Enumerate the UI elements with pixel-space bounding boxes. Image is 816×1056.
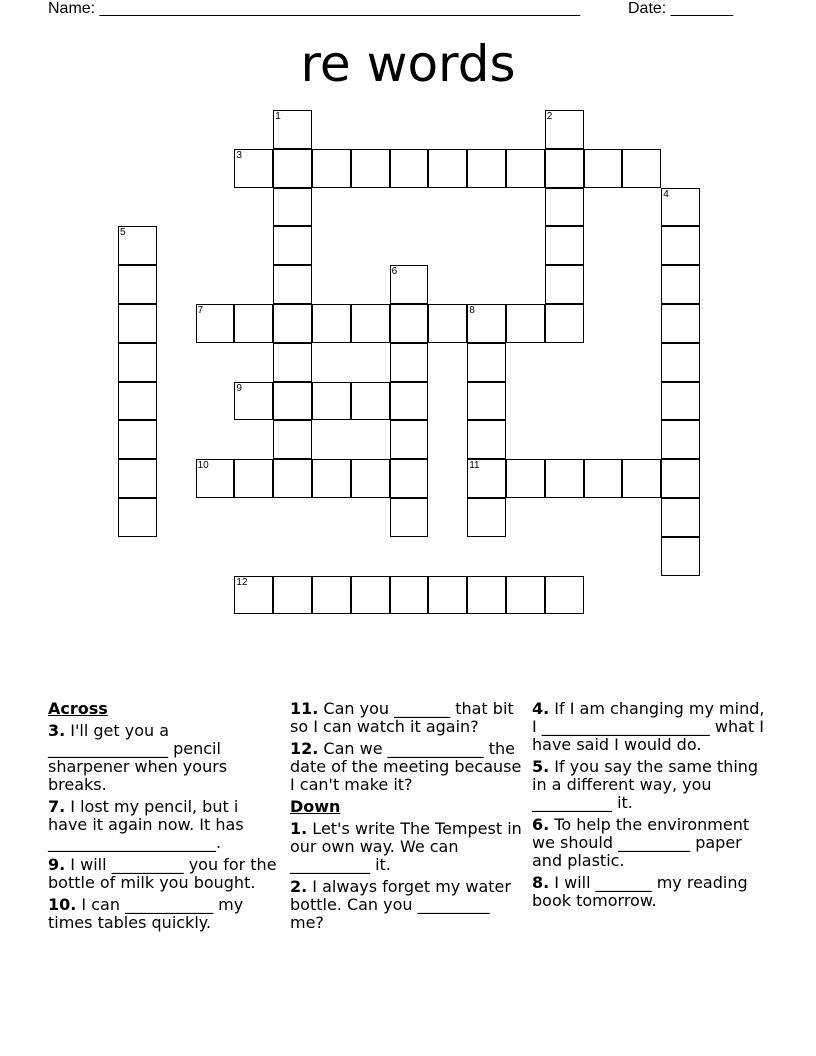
grid-cell[interactable] [390, 149, 429, 188]
grid-cell[interactable] [545, 304, 584, 343]
across-clue: 9. I will _________ you for the bottle of milk you bought. [48, 855, 277, 892]
across-clue: 3. I'll get you a _______________ pencil sharpener when yours breaks. [48, 721, 228, 794]
grid-cell[interactable] [390, 498, 429, 537]
grid-cell[interactable] [118, 226, 157, 265]
grid-cell[interactable] [506, 149, 545, 188]
grid-cell[interactable] [273, 382, 312, 421]
grid-cell[interactable] [584, 459, 623, 498]
clues-column-2 [290, 700, 526, 936]
grid-cell[interactable] [273, 110, 312, 149]
grid-cell[interactable] [661, 382, 700, 421]
clue-number: 4 [663, 188, 669, 200]
grid-cell[interactable] [390, 304, 429, 343]
grid-cell[interactable] [234, 382, 273, 421]
grid-cell[interactable] [351, 382, 390, 421]
grid-cell[interactable] [661, 343, 700, 382]
clue-number: 1 [275, 111, 281, 122]
grid-cell[interactable] [506, 576, 545, 615]
clue-number: 11 [469, 460, 480, 472]
clues-column-1 [48, 700, 280, 936]
grid-cell[interactable] [467, 420, 506, 459]
grid-cell[interactable] [390, 265, 429, 304]
grid-cell[interactable] [196, 304, 235, 343]
grid-cell[interactable] [506, 304, 545, 343]
grid-cell[interactable] [312, 459, 351, 498]
grid-cell[interactable] [273, 188, 312, 227]
grid-cell[interactable] [661, 265, 700, 304]
grid-cell[interactable] [273, 226, 312, 265]
grid-cell[interactable] [661, 188, 700, 227]
grid-cell[interactable] [273, 343, 312, 382]
grid-cell[interactable] [467, 343, 506, 382]
grid-cell[interactable] [467, 382, 506, 421]
grid-cell[interactable] [428, 149, 467, 188]
grid-cell[interactable] [234, 459, 273, 498]
grid-cell[interactable] [545, 576, 584, 615]
grid-cell[interactable] [661, 498, 700, 537]
grid-cell[interactable] [661, 537, 700, 576]
date-field-label[interactable]: Date: _______ [628, 0, 733, 17]
grid-cell[interactable] [545, 188, 584, 227]
grid-cell[interactable] [545, 459, 584, 498]
clue-number: 12 [236, 576, 248, 588]
grid-cell[interactable] [390, 459, 429, 498]
grid-cell[interactable] [351, 576, 390, 615]
clue-number: 5 [120, 227, 126, 239]
grid-cell[interactable] [467, 459, 506, 498]
grid-cell[interactable] [273, 304, 312, 343]
grid-cell[interactable] [273, 459, 312, 498]
grid-cell[interactable] [467, 149, 506, 188]
grid-cell[interactable] [273, 576, 312, 615]
grid-cell[interactable] [467, 304, 506, 343]
grid-cell[interactable] [390, 576, 429, 615]
grid-cell[interactable] [545, 226, 584, 265]
grid-cell[interactable] [545, 149, 584, 188]
down-clue: 6. To help the environment we should _________ paper and plastic. [532, 815, 750, 870]
grid-cell[interactable] [234, 149, 273, 188]
grid-cell[interactable] [312, 304, 351, 343]
grid-cell[interactable] [118, 420, 157, 459]
grid-cell[interactable] [661, 304, 700, 343]
down-heading: Down [290, 797, 341, 816]
grid-cell[interactable] [234, 576, 273, 615]
across-clue: 11. Can you _______ that bit so I can watch it again? [290, 699, 514, 736]
clue-number: 7 [197, 305, 204, 316]
grid-cell[interactable] [428, 304, 467, 343]
grid-cell[interactable] [312, 382, 351, 421]
grid-cell[interactable] [118, 265, 157, 304]
clue-number: 6 [391, 266, 398, 278]
down-clue: 8. I will _______ my reading book tomorrow. [532, 873, 748, 910]
grid-cell[interactable] [196, 459, 235, 498]
grid-cell[interactable] [467, 576, 506, 615]
grid-cell[interactable] [273, 265, 312, 304]
down-clue: 4. If I am changing my mind, I _____________________ what I have said I would do. [532, 699, 765, 754]
grid-cell[interactable] [661, 459, 700, 498]
down-clue: 1. Let's write The Tempest in our own way. We can __________ it. [290, 819, 522, 874]
grid-cell[interactable] [351, 304, 390, 343]
grid-cell[interactable] [661, 420, 700, 459]
grid-cell[interactable] [622, 459, 661, 498]
grid-cell[interactable] [273, 420, 312, 459]
grid-cell[interactable] [428, 576, 467, 615]
grid-cell[interactable] [118, 304, 157, 343]
grid-cell[interactable] [467, 498, 506, 537]
clue-number: 10 [197, 460, 209, 472]
across-heading: Across [48, 699, 108, 718]
grid-cell[interactable] [351, 459, 390, 498]
grid-cell[interactable] [622, 149, 661, 188]
clue-number: 8 [469, 305, 475, 316]
across-clue: 12. Can we ____________ the date of the meeting because I can't make it? [290, 739, 522, 794]
grid-cell[interactable] [390, 382, 429, 421]
puzzle-title: re words [300, 35, 516, 93]
grid-cell[interactable] [118, 498, 157, 537]
grid-cell[interactable] [118, 459, 157, 498]
grid-cell[interactable] [312, 576, 351, 615]
grid-cell[interactable] [584, 149, 623, 188]
grid-cell[interactable] [273, 149, 312, 188]
across-clue: 7. I lost my pencil, but i have it again now. It has _____________________. [48, 797, 244, 852]
grid-cell[interactable] [545, 110, 584, 149]
grid-cell[interactable] [312, 149, 351, 188]
down-clue: 5. If you say the same thing in a different way, you __________ it. [532, 757, 759, 812]
grid-cell[interactable] [390, 420, 429, 459]
clues-column-3 [532, 700, 772, 914]
grid-cell[interactable] [661, 226, 700, 265]
clue-number: 3 [236, 149, 242, 161]
clue-number: 9 [236, 382, 242, 394]
grid-cell[interactable] [506, 459, 545, 498]
grid-cell[interactable] [545, 265, 584, 304]
grid-cell[interactable] [118, 382, 157, 421]
name-field-label[interactable]: Name: ______________________________________________________ [48, 0, 581, 17]
down-clue: 2. I always forget my water bottle. Can you _________ me? [290, 877, 511, 932]
grid-cell[interactable] [351, 149, 390, 188]
grid-cell[interactable] [390, 343, 429, 382]
across-clue: 10. I can ___________ my times tables quickly. [48, 895, 244, 932]
grid-cell[interactable] [118, 343, 157, 382]
grid-cell[interactable] [234, 304, 273, 343]
clue-number: 2 [546, 111, 553, 122]
